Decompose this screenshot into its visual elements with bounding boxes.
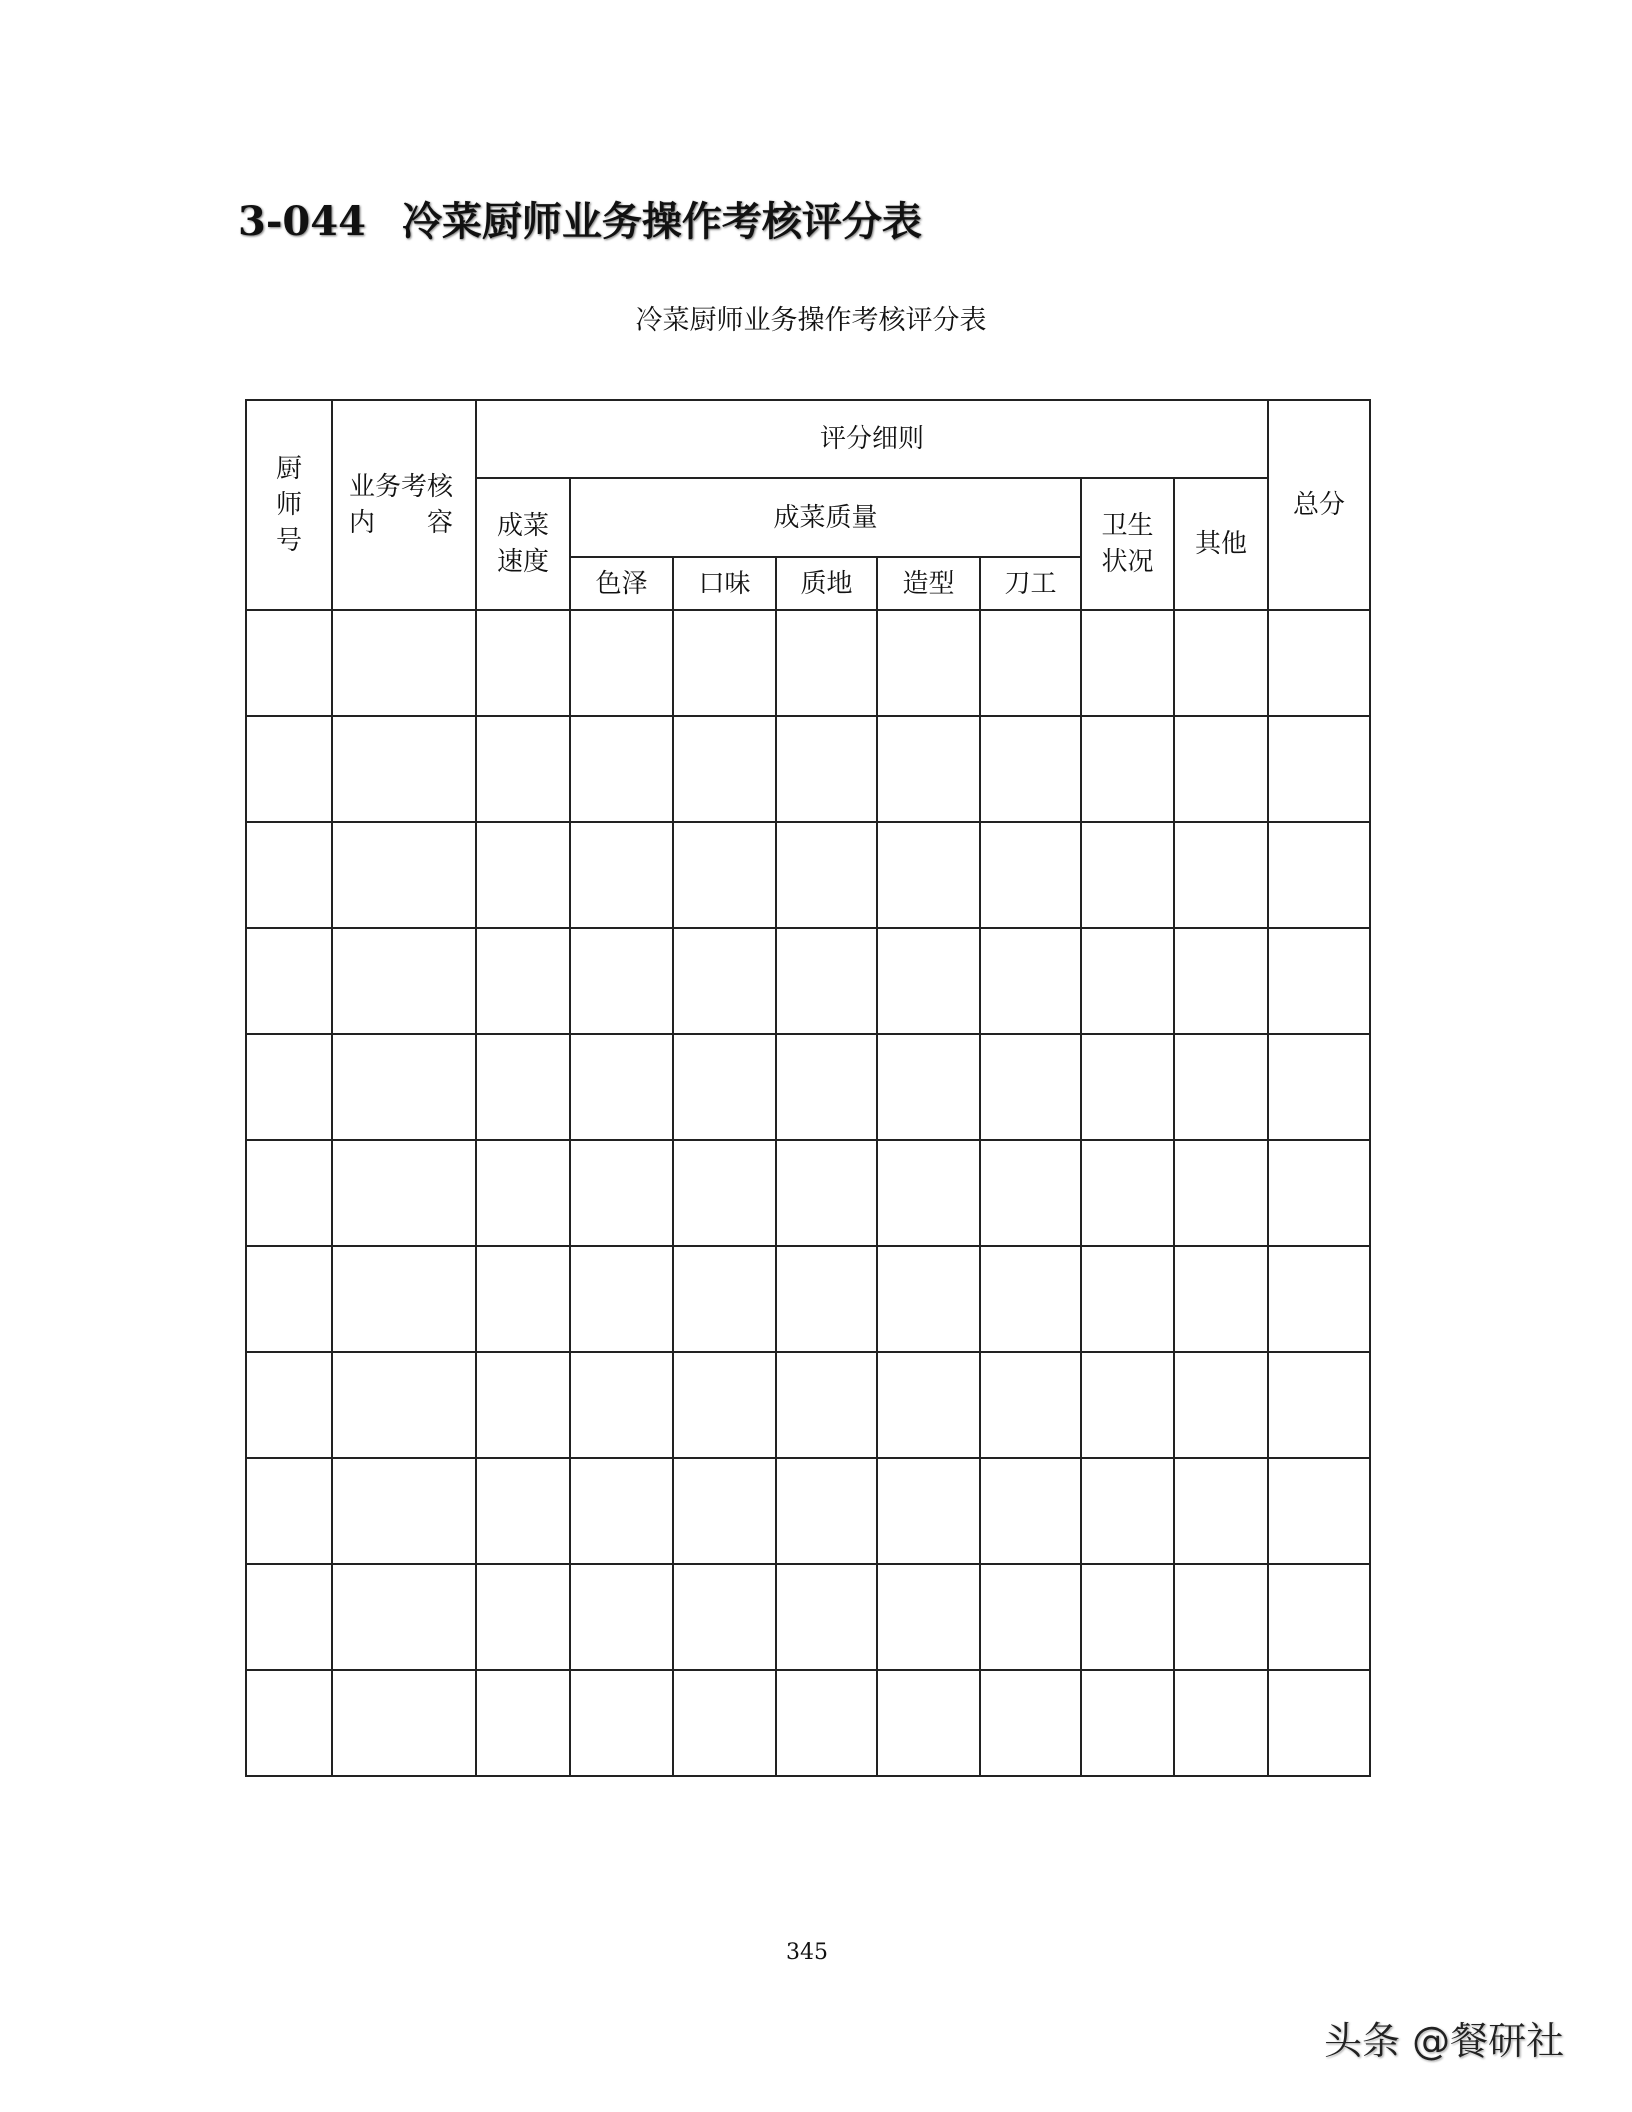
table-cell xyxy=(476,1458,570,1564)
table-cell xyxy=(673,928,776,1034)
table-cell xyxy=(1268,1140,1370,1246)
table-cell xyxy=(673,716,776,822)
table-row xyxy=(246,1140,1370,1246)
table-cell xyxy=(570,822,673,928)
table-cell xyxy=(570,1246,673,1352)
table-cell xyxy=(980,1352,1081,1458)
table-cell xyxy=(673,1564,776,1670)
header-shape: 造型 xyxy=(877,557,980,610)
table-cell xyxy=(776,610,877,716)
table-row xyxy=(246,610,1370,716)
table-cell xyxy=(877,1670,980,1776)
table-row xyxy=(246,1034,1370,1140)
table-cell xyxy=(332,1246,476,1352)
table-cell xyxy=(1081,716,1174,822)
table-cell xyxy=(476,1034,570,1140)
table-cell xyxy=(1174,928,1268,1034)
table-cell xyxy=(673,822,776,928)
table-cell xyxy=(570,1564,673,1670)
table-cell xyxy=(877,1034,980,1140)
table-cell xyxy=(1268,1246,1370,1352)
heading-title: 冷菜厨师业务操作考核评分表 xyxy=(401,198,922,245)
table-row xyxy=(246,716,1370,822)
table-cell xyxy=(877,1458,980,1564)
table-cell xyxy=(1081,1352,1174,1458)
table-row xyxy=(246,1352,1370,1458)
table-cell xyxy=(673,1034,776,1140)
table-cell xyxy=(1174,610,1268,716)
table-cell xyxy=(1268,610,1370,716)
table-cell xyxy=(332,1034,476,1140)
table-cell xyxy=(1268,822,1370,928)
table-cell xyxy=(1081,928,1174,1034)
table-cell xyxy=(246,1140,332,1246)
table-cell xyxy=(877,1564,980,1670)
table-cell xyxy=(476,822,570,928)
table-cell xyxy=(1268,716,1370,822)
table-cell xyxy=(673,1140,776,1246)
header-color: 色泽 xyxy=(570,557,673,610)
table-row xyxy=(246,822,1370,928)
table-cell xyxy=(332,716,476,822)
table-cell xyxy=(1174,1034,1268,1140)
heading-number: 3-044 xyxy=(238,198,366,245)
header-speed: 成菜 速度 xyxy=(476,478,570,610)
table-caption: 冷菜厨师业务操作考核评分表 xyxy=(635,305,987,336)
table-cell xyxy=(570,1034,673,1140)
header-other: 其他 xyxy=(1174,478,1268,610)
table-cell xyxy=(980,1034,1081,1140)
table-cell xyxy=(776,1034,877,1140)
header-quality: 成菜质量 xyxy=(570,478,1081,557)
table-cell xyxy=(673,1246,776,1352)
table-cell xyxy=(673,610,776,716)
table-cell xyxy=(980,610,1081,716)
table-cell xyxy=(877,928,980,1034)
table-cell xyxy=(476,1246,570,1352)
table-cell xyxy=(570,928,673,1034)
table-cell xyxy=(877,822,980,928)
table-cell xyxy=(246,1246,332,1352)
header-texture: 质地 xyxy=(776,557,877,610)
header-content: 业务考核 内 容 xyxy=(332,400,476,610)
table-cell xyxy=(246,716,332,822)
header-total: 总分 xyxy=(1268,400,1370,610)
table-cell xyxy=(1174,1140,1268,1246)
table-cell xyxy=(246,928,332,1034)
table-cell xyxy=(776,1458,877,1564)
table-cell xyxy=(1268,1564,1370,1670)
table-cell xyxy=(776,1246,877,1352)
table-cell xyxy=(877,1352,980,1458)
page-heading xyxy=(238,190,922,247)
table-cell xyxy=(980,928,1081,1034)
table-cell xyxy=(673,1352,776,1458)
table-cell xyxy=(673,1458,776,1564)
table-cell xyxy=(476,1140,570,1246)
table-cell xyxy=(1081,1458,1174,1564)
table-cell xyxy=(1081,1246,1174,1352)
table-cell xyxy=(1268,928,1370,1034)
table-cell xyxy=(570,716,673,822)
table-cell xyxy=(246,822,332,928)
header-chef-no: 厨 师 号 xyxy=(246,400,332,610)
table-cell xyxy=(877,1140,980,1246)
table-row xyxy=(246,1670,1370,1776)
table-cell xyxy=(246,1564,332,1670)
table-cell xyxy=(476,1564,570,1670)
table-cell xyxy=(1174,1458,1268,1564)
table-cell xyxy=(246,1670,332,1776)
table-cell xyxy=(1174,1564,1268,1670)
table-cell xyxy=(980,1140,1081,1246)
table-cell xyxy=(332,610,476,716)
table-cell xyxy=(246,610,332,716)
table-cell xyxy=(1081,1670,1174,1776)
table-cell xyxy=(877,716,980,822)
table-cell xyxy=(980,1564,1081,1670)
table-cell xyxy=(1268,1034,1370,1140)
table-cell xyxy=(1268,1670,1370,1776)
table-cell xyxy=(332,1458,476,1564)
table-cell xyxy=(980,1670,1081,1776)
table-row xyxy=(246,1246,1370,1352)
watermark: 头条 @餐研社 xyxy=(1324,2019,1565,2063)
table-cell xyxy=(1081,1034,1174,1140)
table-cell xyxy=(776,1564,877,1670)
table-cell xyxy=(570,1140,673,1246)
table-cell xyxy=(332,928,476,1034)
table-cell xyxy=(776,1670,877,1776)
table-cell xyxy=(246,1458,332,1564)
table-cell xyxy=(570,610,673,716)
table-cell xyxy=(1081,1140,1174,1246)
table-cell xyxy=(776,1352,877,1458)
table-cell xyxy=(1174,822,1268,928)
table-cell xyxy=(476,716,570,822)
table-row xyxy=(246,1458,1370,1564)
table-cell xyxy=(476,1352,570,1458)
table-row xyxy=(246,928,1370,1034)
table-cell xyxy=(776,928,877,1034)
table-cell xyxy=(570,1670,673,1776)
table-cell xyxy=(877,610,980,716)
table-cell xyxy=(332,1670,476,1776)
table-cell xyxy=(476,928,570,1034)
table-cell xyxy=(1268,1458,1370,1564)
table-cell xyxy=(1174,1352,1268,1458)
table-cell xyxy=(1081,1564,1174,1670)
table-cell xyxy=(980,716,1081,822)
table-cell xyxy=(570,1458,673,1564)
table-cell xyxy=(246,1352,332,1458)
table-cell xyxy=(776,716,877,822)
table-cell xyxy=(980,1246,1081,1352)
table-cell xyxy=(476,610,570,716)
table-cell xyxy=(332,1352,476,1458)
scoring-table xyxy=(245,399,1371,1777)
table-cell xyxy=(246,1034,332,1140)
table-cell xyxy=(877,1246,980,1352)
header-knife-work: 刀工 xyxy=(980,557,1081,610)
table-cell xyxy=(980,1458,1081,1564)
table-row xyxy=(246,1564,1370,1670)
table-cell xyxy=(570,1352,673,1458)
table-cell xyxy=(1268,1352,1370,1458)
table-cell xyxy=(980,822,1081,928)
page-number: 345 xyxy=(786,1940,828,1965)
table-cell xyxy=(776,822,877,928)
table-cell xyxy=(1174,1246,1268,1352)
table-cell xyxy=(1174,1670,1268,1776)
table-cell xyxy=(776,1140,877,1246)
table-cell xyxy=(673,1670,776,1776)
header-taste: 口味 xyxy=(673,557,776,610)
table-cell xyxy=(476,1670,570,1776)
table-cell xyxy=(1174,716,1268,822)
table-cell xyxy=(332,822,476,928)
table-cell xyxy=(1081,822,1174,928)
table-cell xyxy=(332,1140,476,1246)
header-hygiene: 卫生 状况 xyxy=(1081,478,1174,610)
table-cell xyxy=(1081,610,1174,716)
header-scoring-rules: 评分细则 xyxy=(476,400,1268,478)
table-cell xyxy=(332,1564,476,1670)
